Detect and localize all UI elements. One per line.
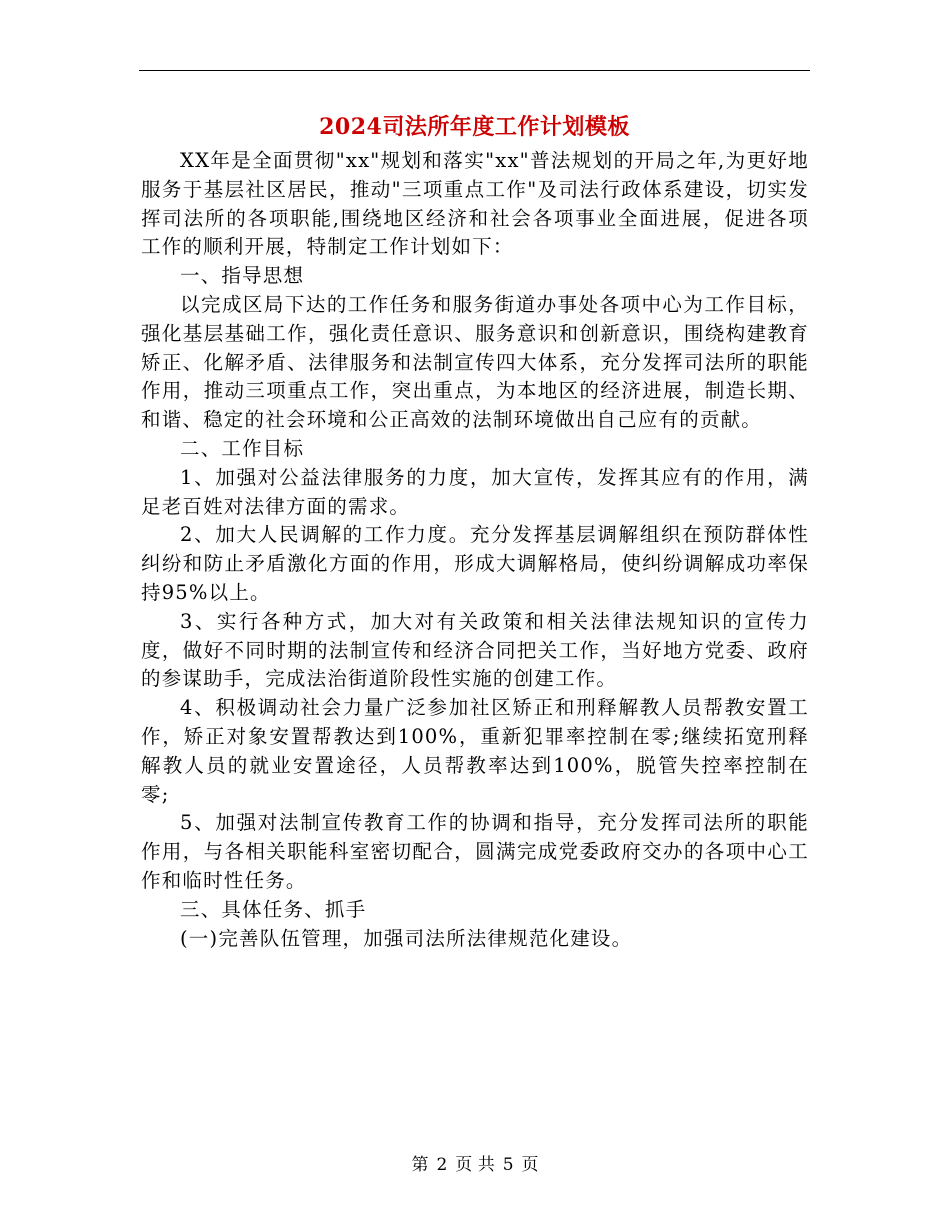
section-heading-2: 二、工作目标	[180, 436, 305, 460]
goal-item-4: 4、积极调动社会力量广泛参加社区矫正和刑释解教人员帮教安置工作，矫正对象安置帮教达到100%，重新犯罪率控制在零;继续拓宽刑释解教人员的就业安置途径，人员帮教率达到100%，脱管失控率控制在零;	[141, 696, 809, 806]
page-footer	[0, 1153, 950, 1177]
goal-item-1: 1、加强对公益法律服务的力度，加大宣传，发挥其应有的作用，满足老百姓对法律方面的需求。	[141, 465, 809, 518]
section-heading-3: 三、具体任务、抓手	[180, 897, 367, 921]
goal-item-2: 2、加大人民调解的工作力度。充分发挥基层调解组织在预防群体性纠纷和防止矛盾激化方面的作用，形成大调解格局，使纠纷调解成功率保持95%以上。	[141, 523, 809, 604]
header-rule	[139, 70, 810, 71]
goal-item-5: 5、加强对法制宣传教育工作的协调和指导，充分发挥司法所的职能作用，与各相关职能科室密切配合，圆满完成党委政府交办的各项中心工作和临时性任务。	[141, 811, 809, 892]
paragraph-guiding-idea: 以完成区局下达的工作任务和服务街道办事处各项中心为工作目标，强化基层基础工作，强化责任意识、服务意识和创新意识，围绕构建教育矫正、化解矛盾、法律服务和法制宣传四大体系，充分发挥司法所的职能作用，推动三项重点工作，突出重点，为本地区的经济进展，制造长期、和谐、稳定的社会环境和公正高效的法制环境做出自己应有的贡献。	[141, 292, 809, 432]
task-item-1: (一)完善队伍管理，加强司法所法律规范化建设。	[180, 926, 633, 950]
section-heading-1: 一、指导思想	[180, 264, 305, 288]
footer-total-pages: 5	[502, 1155, 514, 1175]
paragraph-intro: XX年是全面贯彻"xx"规划和落实"xx"普法规划的开局之年,为更好地服务于基层社区居民，推动"三项重点工作"及司法行政体系建设，切实发挥司法所的各项职能,围绕地区经济和社会各项事业全面进展，促进各项工作的顺利开展，特制定工作计划如下：	[141, 149, 809, 259]
document-title: 2024司法所年度工作计划模板	[319, 114, 630, 140]
footer-suffix: 页	[521, 1155, 539, 1175]
footer-page-number: 2	[436, 1155, 448, 1175]
document-body	[141, 147, 809, 953]
footer-prefix: 第	[411, 1155, 429, 1175]
goal-item-3: 3、实行各种方式，加大对有关政策和相关法律法规知识的宣传力度，做好不同时期的法制宣传和经济合同把关工作，当好地方党委、政府的参谋助手，完成法治街道阶段性实施的创建工作。	[141, 609, 809, 691]
footer-middle: 页 共	[455, 1155, 495, 1175]
